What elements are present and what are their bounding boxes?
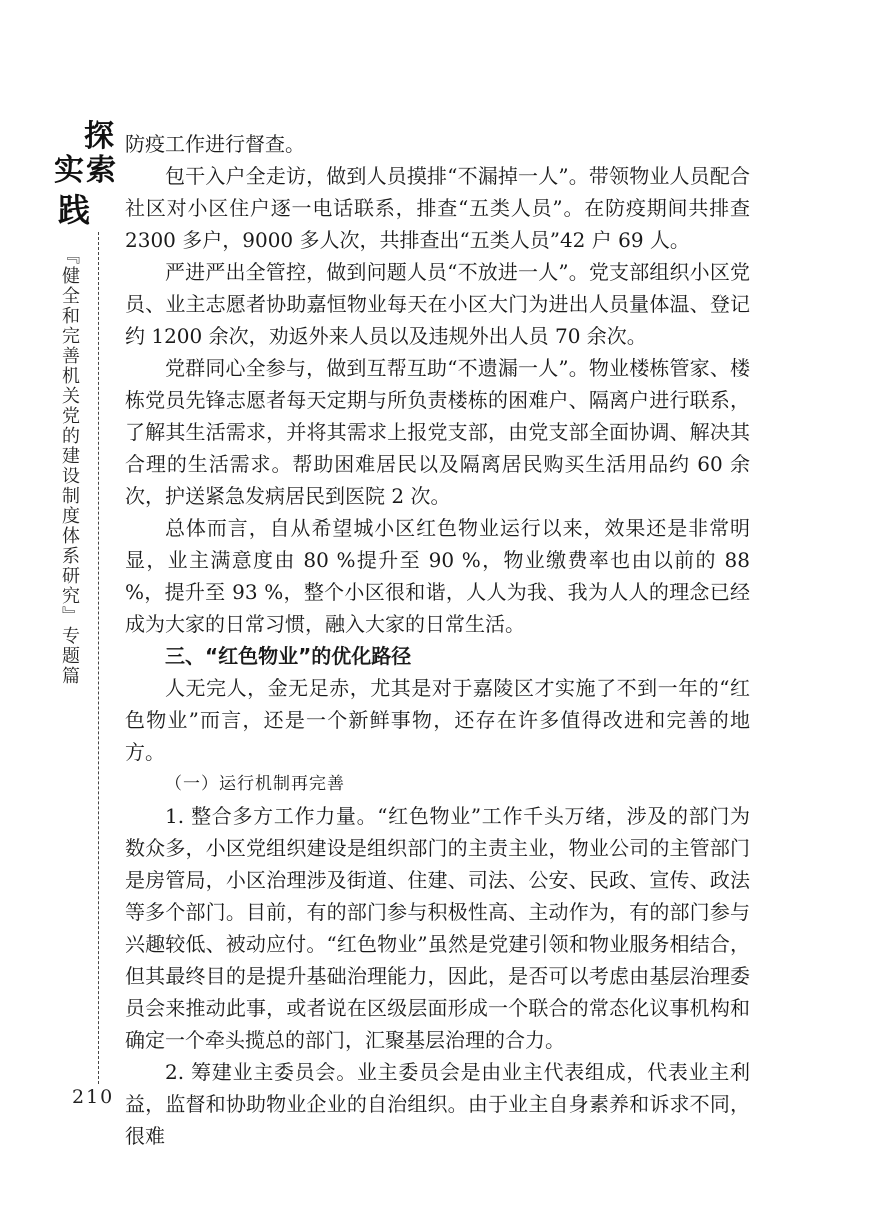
paragraph: 党群同心全参与，做到互帮互助“不遗漏一人”。物业楼栋管家、楼栋党员先锋志愿者每天定期与所负责楼栋的困难户、隔离户进行联系，了解其生活需求，并将其需求上报党支部，由党支部全面协调、解决其合理的生活需求。帮助困难居民以及隔离居民购买生活用品约 60 余次，护送紧急发病居民到医院 2 次。 bbox=[125, 356, 750, 508]
brand-logo bbox=[54, 119, 120, 232]
brand-char: 探 bbox=[84, 119, 114, 154]
paragraph: 2. 筹建业主委员会。业主委员会是由业主代表组成，代表业主利益，监督和协助物业企业的自治组织。由于业主自身素养和诉求不同，很难 bbox=[125, 1060, 750, 1148]
paragraph: 总体而言，自从希望城小区红色物业运行以来，效果还是非常明显，业主满意度由 80 %提升至 90 %，物业缴费率也由以前的 88 %，提升至 93 %，整个小区很和谐，人人为我、我为人人的理念已经成为大家的日常习惯，融入大家的日常生活。 bbox=[125, 516, 750, 636]
paragraph: 1. 整合多方工作力量。“红色物业”工作千头万绪，涉及的部门为数众多，小区党组织建设是组织部门的主责主业，物业公司的主管部门是房管局，小区治理涉及街道、住建、司法、公安、民政、宣传、政法等多个部门。目前，有的部门参与积极性高、主动作为，有的部门参与兴趣较低、被动应付。“红色物业”虽然是党建引领和物业服务相结合，但其最终目的是提升基础治理能力，因此，是否可以考虑由基层治理委员会来推动此事，或者说在区级层面形成一个联合的常态化议事机构和确定一个牵头揽总的部门，汇聚基层治理的合力。 bbox=[125, 804, 750, 1052]
margin-divider bbox=[98, 232, 99, 1084]
brand-char: 实 bbox=[54, 153, 84, 188]
paragraph: 严进严出全管控，做到问题人员“不放进一人”。党支部组织小区党员、业主志愿者协助嘉恒物业每天在小区大门为进出人员量体温、登记约 1200 余次，劝返外来人员以及违规外出人员 70 余次。 bbox=[125, 260, 750, 348]
paragraph: 人无完人，金无足赤，尤其是对于嘉陵区才实施了不到一年的“红色物业”而言，还是一个新鲜事物，还存在许多值得改进和完善的地方。 bbox=[125, 676, 750, 764]
paragraph: 包干入户全走访，做到人员摸排“不漏掉一人”。带领物业人员配合社区对小区住户逐一电话联系，排查“五类人员”。在防疫期间共排查 2300 多户，9000 多人次，共排查出“五类人员”42 户 69 人。 bbox=[125, 164, 750, 252]
subsection-heading: （一）运行机制再完善 bbox=[165, 774, 345, 794]
paragraph: 防疫工作进行督查。 bbox=[125, 132, 305, 156]
section-heading: 三、“红色物业”的优化路径 bbox=[165, 644, 412, 668]
page-number: 210 bbox=[72, 1086, 115, 1108]
series-title: 『健全和完善机关党的建设制度体系研究』专题篇 bbox=[59, 246, 80, 686]
brand-char: 践 bbox=[58, 191, 91, 229]
body-text bbox=[125, 128, 750, 1152]
brand-char: 索 bbox=[86, 153, 116, 188]
